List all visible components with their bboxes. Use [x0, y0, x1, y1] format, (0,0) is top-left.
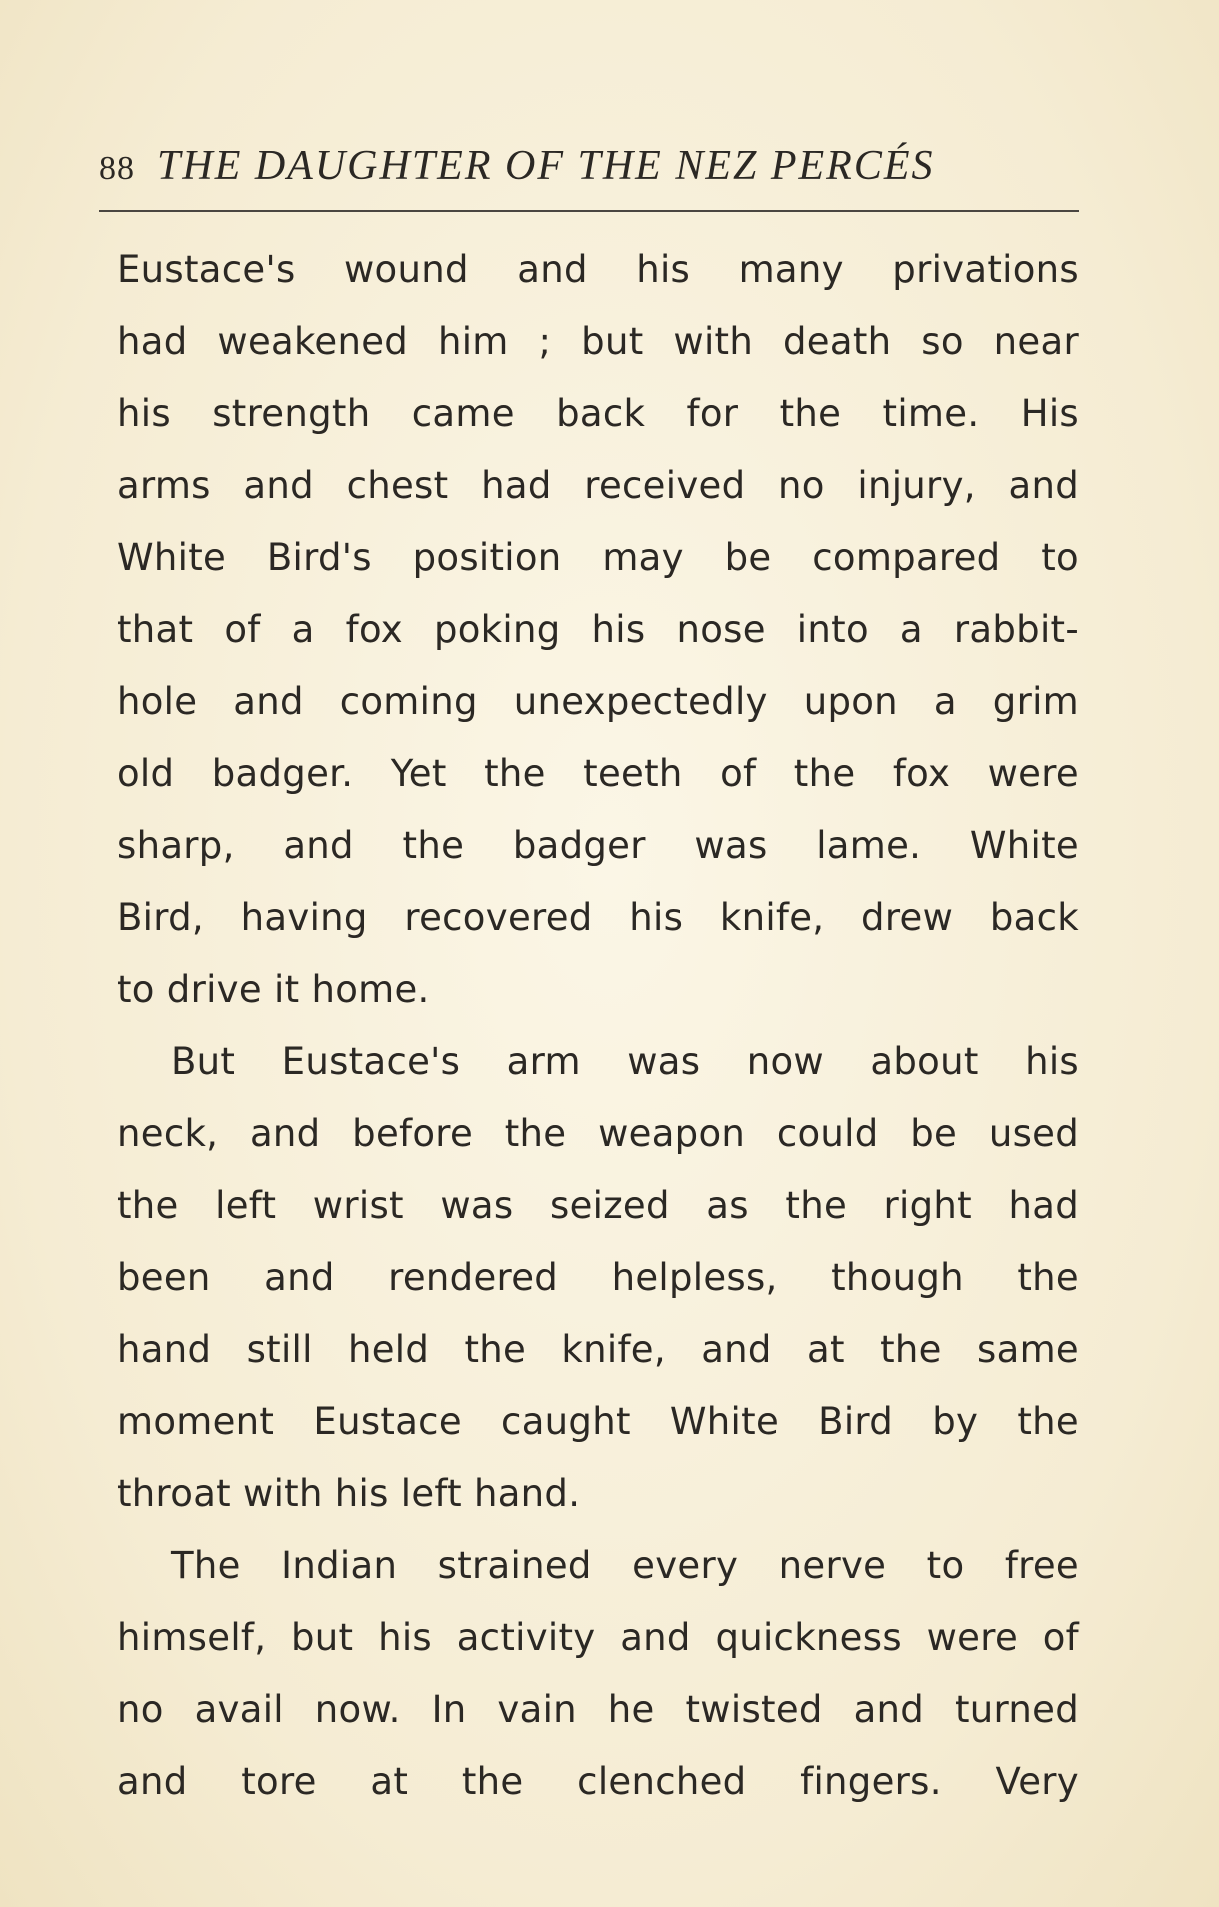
- text-line: had weakened him ; but with death so near: [117, 320, 1079, 363]
- text-line: sharp, and the badger was lame. White: [117, 824, 1079, 867]
- text-line: neck, and before the weapon could be used: [117, 1112, 1079, 1155]
- header-rule: [99, 210, 1079, 212]
- text-line: and tore at the clenched fingers. Very: [117, 1760, 1079, 1803]
- text-line: Eustace's wound and his many privations: [117, 248, 1079, 291]
- text-line: White Bird's position may be compared to: [117, 536, 1079, 579]
- text-line: old badger. Yet the teeth of the fox were: [117, 752, 1079, 795]
- text-line: his strength came back for the time. His: [117, 392, 1079, 435]
- text-line: hole and coming unexpectedly upon a grim: [117, 680, 1079, 723]
- text-line: to drive it home.: [117, 968, 430, 1011]
- body-text: [117, 234, 1079, 1818]
- text-line: moment Eustace caught White Bird by the: [117, 1400, 1079, 1443]
- text-line: been and rendered helpless, though the: [117, 1256, 1079, 1299]
- text-line: Bird, having recovered his knife, drew back: [117, 896, 1079, 939]
- text-line: himself, but his activity and quickness were of: [117, 1616, 1079, 1659]
- text-line: But Eustace's arm was now about his: [171, 1040, 1079, 1083]
- text-line: hand still held the knife, and at the same: [117, 1328, 1079, 1371]
- text-line: throat with his left hand.: [117, 1472, 581, 1515]
- text-line: that of a fox poking his nose into a rabbit-: [117, 608, 1079, 651]
- running-header: [99, 142, 1079, 192]
- text-line: The Indian strained every nerve to free: [171, 1544, 1079, 1587]
- page-number: 88: [99, 150, 135, 187]
- text-line: no avail now. In vain he twisted and turned: [117, 1688, 1079, 1731]
- text-line: arms and chest had received no injury, and: [117, 464, 1079, 507]
- text-line: the left wrist was seized as the right had: [117, 1184, 1079, 1227]
- running-title: THE DAUGHTER OF THE NEZ PERCÉS: [157, 143, 935, 189]
